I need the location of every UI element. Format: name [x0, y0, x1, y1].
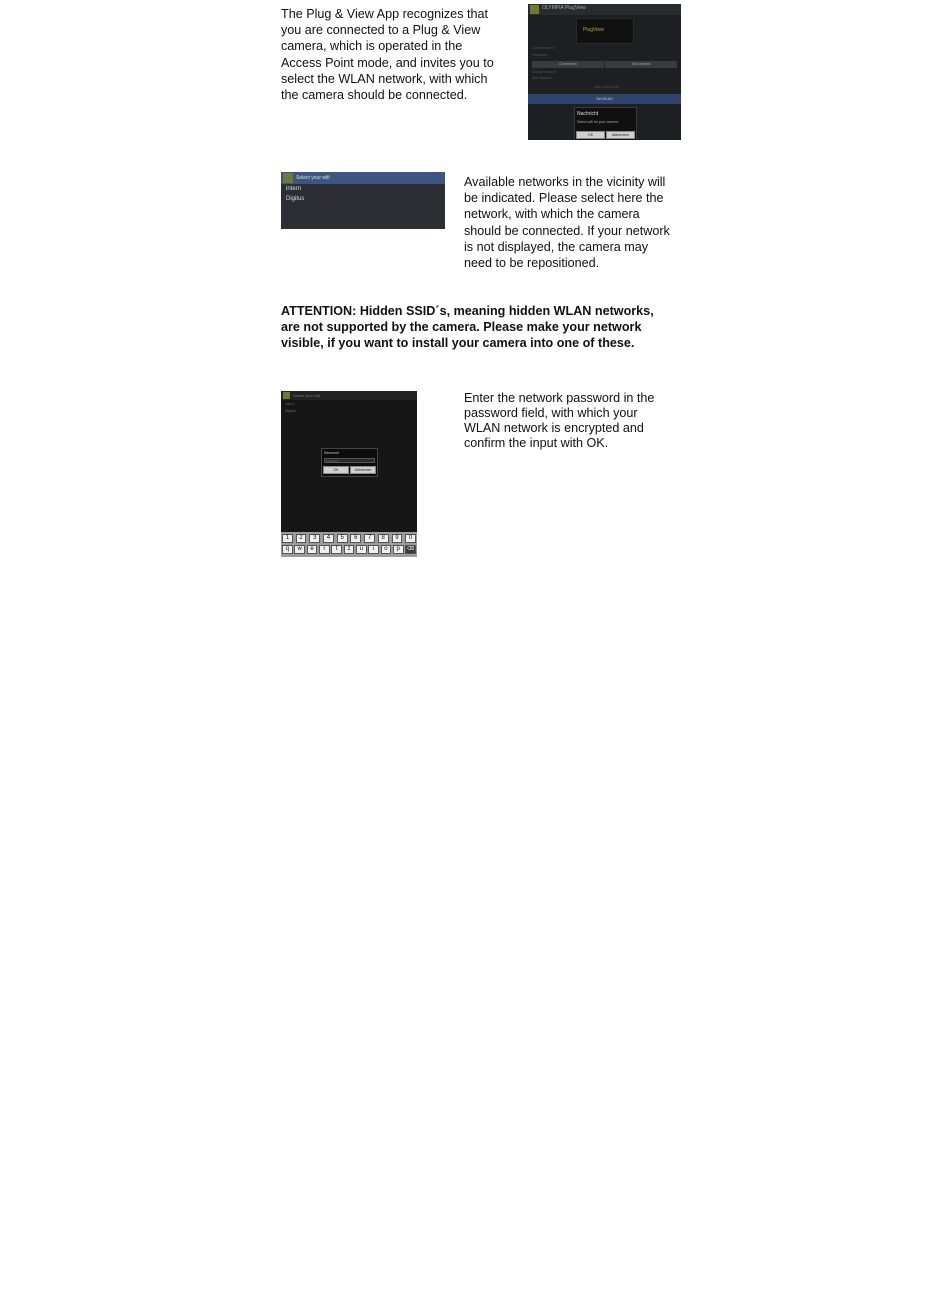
intro-paragraph: The Plug & View App recognizes that you are connected to a Plug & View camera, which is operated in the Access Point mode, and invites you to select the WLAN network, with which the camera should be connected. [281, 7, 494, 103]
key[interactable]: w [294, 545, 305, 554]
keyboard-letter-row [282, 545, 416, 555]
key[interactable]: 5 [337, 534, 348, 543]
app-icon [283, 392, 290, 399]
ok-button-label: OK [587, 133, 594, 137]
cancel-button-label: Abbrechen [612, 133, 629, 137]
backspace-key[interactable]: ⌫ [406, 546, 415, 552]
faint-line: Add camera [532, 76, 551, 80]
select-wifi-title: Select your wifi [293, 393, 320, 398]
key[interactable]: u [356, 545, 367, 554]
set-wlan-bar[interactable] [528, 94, 681, 104]
key[interactable]: q [282, 545, 293, 554]
connection-button[interactable] [532, 61, 604, 68]
app-title-bar [528, 4, 681, 15]
key[interactable]: 1 [282, 534, 293, 543]
key[interactable]: i [368, 545, 379, 554]
dialog-title: Nachricht [577, 111, 599, 117]
password-paragraph: Enter the network password in the password field, with which your WLAN network is encrypted and confirm the input with OK. [464, 391, 655, 450]
key[interactable]: 7 [364, 534, 375, 543]
key[interactable]: p [393, 545, 404, 554]
plugview-logo [576, 18, 634, 44]
key[interactable]: 0 [405, 534, 416, 543]
wifi-list-item[interactable]: Digitus [286, 196, 305, 202]
app-icon [530, 5, 539, 14]
password-dialog [321, 448, 378, 477]
select-wifi-header [281, 172, 445, 184]
dialog-message: Select wifi for your camera [577, 120, 619, 124]
key[interactable]: t [331, 545, 342, 554]
key[interactable]: r [319, 545, 330, 554]
cancel-button[interactable] [606, 131, 635, 139]
keyboard-number-row [282, 534, 416, 544]
screenshot-camera-detected [528, 4, 681, 140]
select-wifi-title: Select your wifi [296, 175, 330, 181]
password-input[interactable] [324, 458, 375, 463]
faint-line: Own camera list [594, 85, 620, 89]
onscreen-keyboard [281, 532, 417, 557]
key[interactable]: 3 [309, 534, 320, 543]
dialog-title: Kennwort [324, 451, 339, 455]
app-icon [283, 173, 293, 183]
key[interactable]: e [307, 545, 318, 554]
password-placeholder: Kennwort [326, 459, 339, 463]
key[interactable]: 4 [323, 534, 334, 543]
key[interactable]: 9 [392, 534, 403, 543]
add-camera-button[interactable] [605, 61, 677, 68]
screenshot-password-entry [281, 391, 417, 557]
connection-button-label: Connection [559, 62, 577, 66]
cancel-button-label: Abbrechen [354, 468, 372, 472]
ok-button[interactable] [576, 131, 605, 139]
faint-line: Password [532, 53, 548, 57]
key[interactable]: o [381, 545, 392, 554]
screenshot-select-wifi [281, 172, 445, 229]
select-wifi-header [281, 391, 417, 400]
ok-button[interactable] [323, 466, 349, 474]
networks-paragraph: Available networks in the vicinity will be indicated. Please select here the network, with which the camera should be connected. If your network is not displayed, the camera may need to be repositioned. [464, 175, 670, 271]
faint-line: Search camera [532, 70, 556, 74]
key[interactable]: 2 [296, 534, 307, 543]
faint-line: Camera name [532, 46, 555, 50]
key[interactable]: z [344, 545, 355, 554]
ok-button-label: OK [333, 468, 339, 472]
wifi-list-item[interactable]: Digitus [285, 409, 296, 413]
key[interactable]: 8 [378, 534, 389, 543]
add-camera-button-label: Add camera [631, 62, 651, 66]
cancel-button[interactable] [350, 466, 376, 474]
message-dialog [574, 107, 637, 140]
wifi-list-item[interactable]: intern [285, 402, 294, 406]
key[interactable]: 6 [350, 534, 361, 543]
logo-text: PlugView [583, 27, 604, 33]
set-wlan-label: Set WLAN [596, 97, 613, 101]
wifi-list-item[interactable]: intern [286, 186, 302, 192]
app-title: OLYMPIA PlugView [542, 5, 586, 11]
attention-paragraph: ATTENTION: Hidden SSID´s, meaning hidden WLAN networks, are not supported by the camera. Please make your network visible, if you want to install your camera into one of these. [281, 304, 654, 351]
